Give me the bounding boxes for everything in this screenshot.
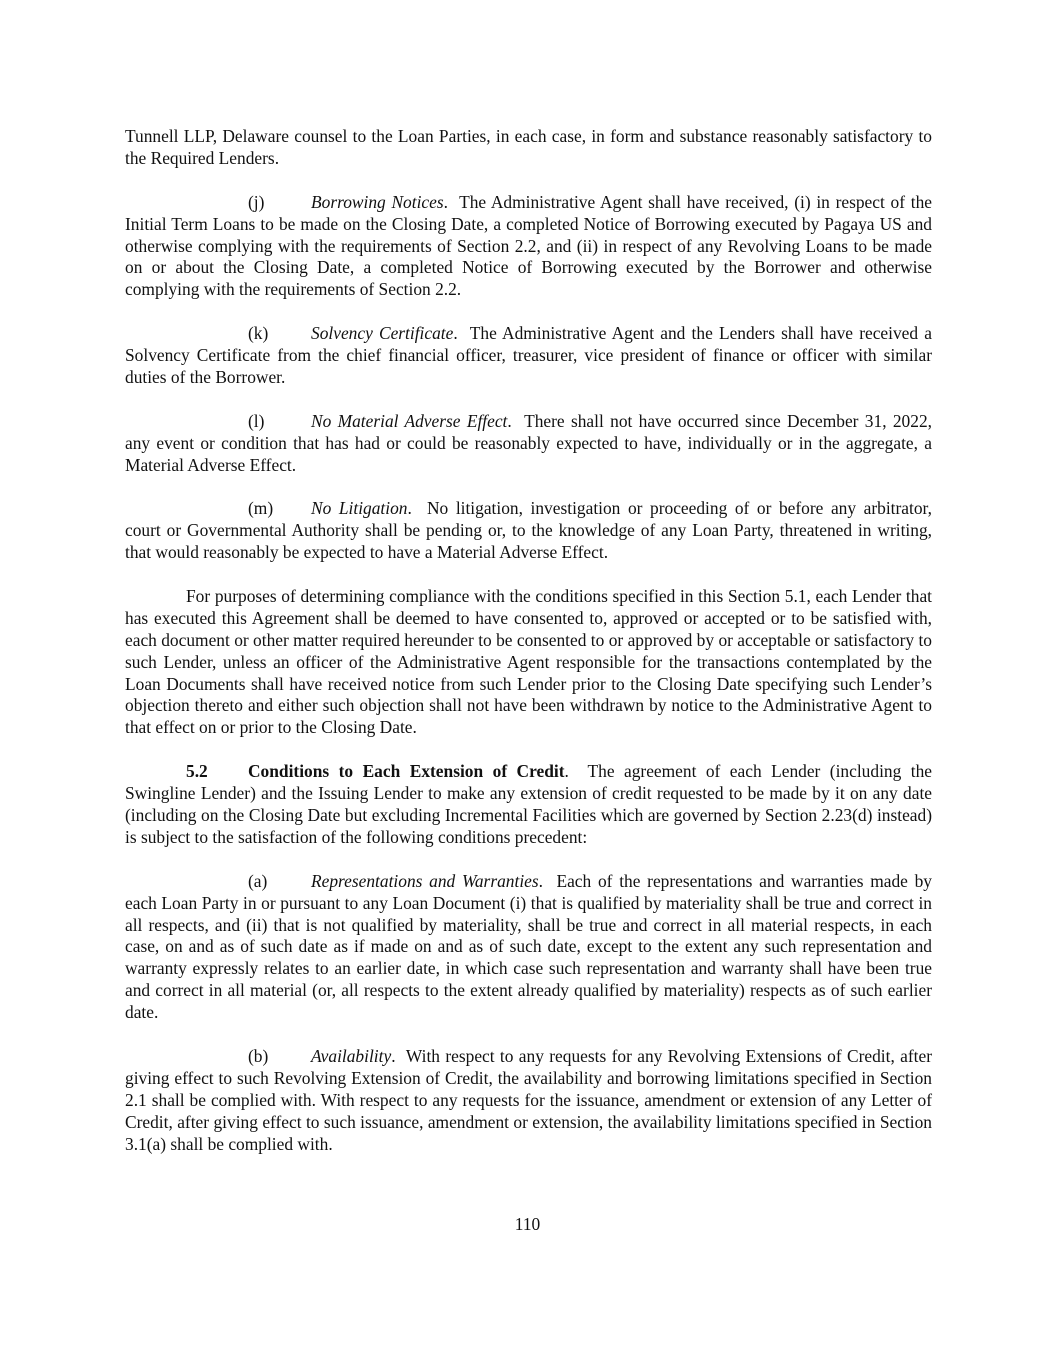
section-5-2-paragraph: 5.2 Conditions to Each Extension of Credit. The agreement of each Lender (including the Swingline Lender) and the Issuing Lender to make any extension of credit requested to be made by it on any date (including on the Closing Date but excluding Incremental Facilities which are governed by Section 2.23(d) instead) is subject to the satisfaction of the following conditions precedent: xyxy=(125,761,932,847)
item-label: (m) xyxy=(248,498,274,519)
item-caption: No Material Adverse Effect xyxy=(311,410,508,431)
item-caption: No Litigation xyxy=(311,498,408,519)
item-caption: Solvency Certificate xyxy=(311,323,454,344)
item-label: (k) xyxy=(248,323,269,344)
item-text: The Administrative Agent and the Lenders shall have received a Solvency Certificate from the chief financial officer, treasurer, vice president of finance or officer with similar duties of the Borrower. xyxy=(125,323,932,387)
item-j-paragraph: (j) Borrowing Notices. The Administrative Agent shall have received, (i) in respect of the Initial Term Loans to be made on the Closing Date, a completed Notice of Borrowing executed by Pagaya US and otherwise complying with the requirements of Section 2.2, and (ii) in respect of any Revolving Loans to be made on or about the Closing Date, a completed Notice of Borrowing executed by the Borrower and otherwise complying with the requirements of Section 2.2. xyxy=(125,191,932,300)
section-title: Conditions to Each Extension of Credit xyxy=(248,761,565,782)
item-label: (b) xyxy=(248,1045,269,1066)
item-caption: Representations and Warranties xyxy=(311,870,539,891)
closing-paragraph-5-1: For purposes of determining compliance with the conditions specified in this Section 5.1, each Lender that has executed this Agreement shall be deemed to have consented to, approved or accepted or to be satisfied with, each document or other matter required hereunder to be consented to or approved by or acceptable or satisfactory to such Lender, unless an officer of the Administrative Agent responsible for the transactions contemplated by the Loan Documents shall have received notice from such Lender prior to the Closing Date specifying such Lender’s objection thereto and either such objection shall not have been withdrawn by notice to the Administrative Agent to that effect on or prior to the Closing Date. xyxy=(125,585,932,738)
item-k-paragraph: (k) Solvency Certificate. The Administrative Agent and the Lenders shall have received a Solvency Certificate from the chief financial officer, treasurer, vice president of finance or officer with similar duties of the Borrower. xyxy=(125,323,932,387)
document-page xyxy=(125,126,932,1177)
item-label: (j) xyxy=(248,191,265,212)
item-label: (a) xyxy=(248,870,268,891)
section-number: 5.2 xyxy=(186,761,208,782)
item-m-paragraph: (m) No Litigation. No litigation, investigation or proceeding of or before any arbitrator, court or Governmental Authority shall be pending or, to the knowledge of any Loan Party, threatened in writing, that would reasonably be expected to have a Material Adverse Effect. xyxy=(125,498,932,563)
item-text: Each of the representations and warranties made by each Loan Party in or pursuant to any Loan Document (i) that is qualified by materiality shall be true and correct in all respects, and (ii) that is not qualified by materiality, shall be true and correct in all material respects, in each case, on and as of such date as if made on and as of such date, except to the extent any such representation and warranty expressly relates to an earlier date, in which case such representation and warranty shall have been true and correct in all material (or, all respects to the extent already qualified by materiality) respects as of such earlier date. xyxy=(125,870,932,1023)
section-text: The agreement of each Lender (including the Swingline Lender) and the Issuing Lender to make any extension of credit requested to be made by it on any date (including on the Closing Date but excluding Incremental Facilities which are governed by Section 2.23(d) instead) is subject to the satisfaction of the following conditions precedent: xyxy=(125,761,932,847)
item-a-paragraph: (a) Representations and Warranties. Each of the representations and warranties made by each Loan Party in or pursuant to any Loan Document (i) that is qualified by materiality shall be true and correct in all respects, and (ii) that is not qualified by materiality, shall be true and correct in all material respects, in each case, on and as of such date as if made on and as of such date, except to the extent any such representation and warranty expressly relates to an earlier date, in which case such representation and warranty shall have been true and correct in all material (or, all respects to the extent already qualified by materiality) respects as of such earlier date. xyxy=(125,870,932,1023)
item-l-paragraph: (l) No Material Adverse Effect. There shall not have occurred since December 31, 2022, any event or condition that has had or could be reasonably expected to have, individually or in the aggregate, a Material Adverse Effect. xyxy=(125,410,932,475)
item-caption: Borrowing Notices xyxy=(311,191,444,212)
item-label: (l) xyxy=(248,410,265,431)
item-b-paragraph: (b) Availability. With respect to any requests for any Revolving Extensions of Credit, after giving effect to such Revolving Extension of Credit, the availability and borrowing limitations specified in Section 2.1 shall be complied with. With respect to any requests for the issuance, amendment or extension of any Letter of Credit, after giving effect to such issuance, amendment or extension, the availability limitations specified in Section 3.1(a) shall be complied with. xyxy=(125,1045,932,1154)
item-text: With respect to any requests for any Revolving Extensions of Credit, after giving effect to such Revolving Extension of Credit, the availability and borrowing limitations specified in Section 2.1 shall be complied with. With respect to any requests for the issuance, amendment or extension of any Letter of Credit, after giving effect to such issuance, amendment or extension, the availability limitations specified in Section 3.1(a) shall be complied with. xyxy=(125,1045,932,1154)
item-text: No litigation, investigation or proceeding of or before any arbitrator, court or Governmental Authority shall be pending or, to the knowledge of any Loan Party, threatened in writing, that would reasonably be expected to have a Material Adverse Effect. xyxy=(125,498,932,563)
item-caption: Availability xyxy=(311,1045,392,1066)
intro-continuation-paragraph: Tunnell LLP, Delaware counsel to the Loan Parties, in each case, in form and substance reasonably satisfactory to the Required Lenders. xyxy=(125,126,932,168)
page-number: 110 xyxy=(514,1214,541,1234)
item-text: There shall not have occurred since December 31, 2022, any event or condition that has had or could be reasonably expected to have, individually or in the aggregate, a Material Adverse Effect. xyxy=(125,410,932,475)
item-text: The Administrative Agent shall have received, (i) in respect of the Initial Term Loans to be made on the Closing Date, a completed Notice of Borrowing executed by Pagaya US and otherwise complying with the requirements of Section 2.2, and (ii) in respect of any Revolving Loans to be made on or about the Closing Date, a completed Notice of Borrowing executed by the Borrower and otherwise complying with the requirements of Section 2.2. xyxy=(125,191,932,300)
